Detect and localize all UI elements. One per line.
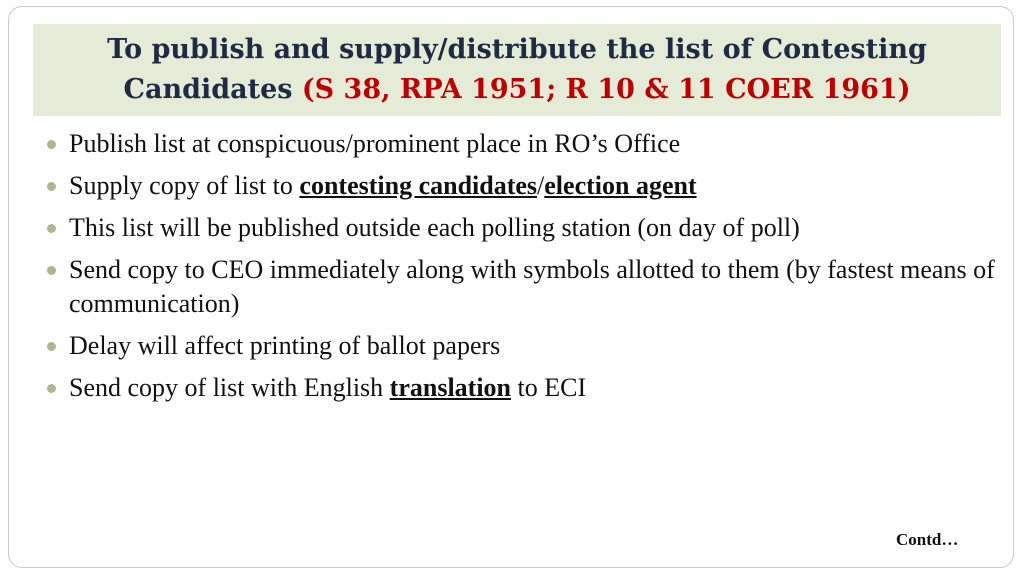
slide bbox=[8, 6, 1014, 568]
slide-title bbox=[33, 24, 1001, 116]
list-item bbox=[47, 253, 997, 321]
list-item bbox=[47, 127, 997, 161]
emphasis-election-agent: election agent bbox=[544, 171, 697, 200]
contd-label: Contd… bbox=[896, 530, 959, 549]
title-line-2-prefix: Candidates bbox=[123, 74, 302, 105]
title-line-1: To publish and supply/distribute the list of Contesting bbox=[107, 34, 927, 65]
bullet-dot-icon bbox=[47, 182, 56, 191]
title-line-2 bbox=[33, 70, 1001, 110]
list-item-text: This list will be published outside each polling station (on day of poll) bbox=[69, 213, 800, 242]
list-item-text: Publish list at conspicuous/prominent place in RO’s Office bbox=[69, 129, 681, 158]
list-item bbox=[47, 211, 997, 245]
bullet-dot-icon bbox=[47, 384, 56, 393]
list-item-text: Delay will affect printing of ballot papers bbox=[69, 331, 501, 360]
list-item bbox=[47, 329, 997, 363]
list-item bbox=[47, 371, 997, 405]
bullet-dot-icon bbox=[47, 266, 56, 275]
separator-slash: / bbox=[537, 171, 545, 200]
list-item-text: Send copy to CEO immediately along with symbols allotted to them (by fastest means of communication) bbox=[69, 255, 995, 318]
emphasis-translation: translation bbox=[389, 373, 512, 402]
emphasis-contesting-candidates: contesting candidates bbox=[299, 171, 538, 200]
list-item-text-end: to ECI bbox=[511, 373, 587, 402]
bullet-dot-icon bbox=[47, 140, 56, 149]
bullet-list bbox=[47, 127, 997, 413]
bullet-dot-icon bbox=[47, 342, 56, 351]
title-reference: (S 38, RPA 1951; R 10 & 11 COER 1961) bbox=[301, 74, 911, 105]
bullet-dot-icon bbox=[47, 224, 56, 233]
list-item bbox=[47, 169, 997, 203]
list-item-text: Send copy of list with English bbox=[69, 373, 390, 402]
list-item-text: Supply copy of list to bbox=[69, 171, 300, 200]
